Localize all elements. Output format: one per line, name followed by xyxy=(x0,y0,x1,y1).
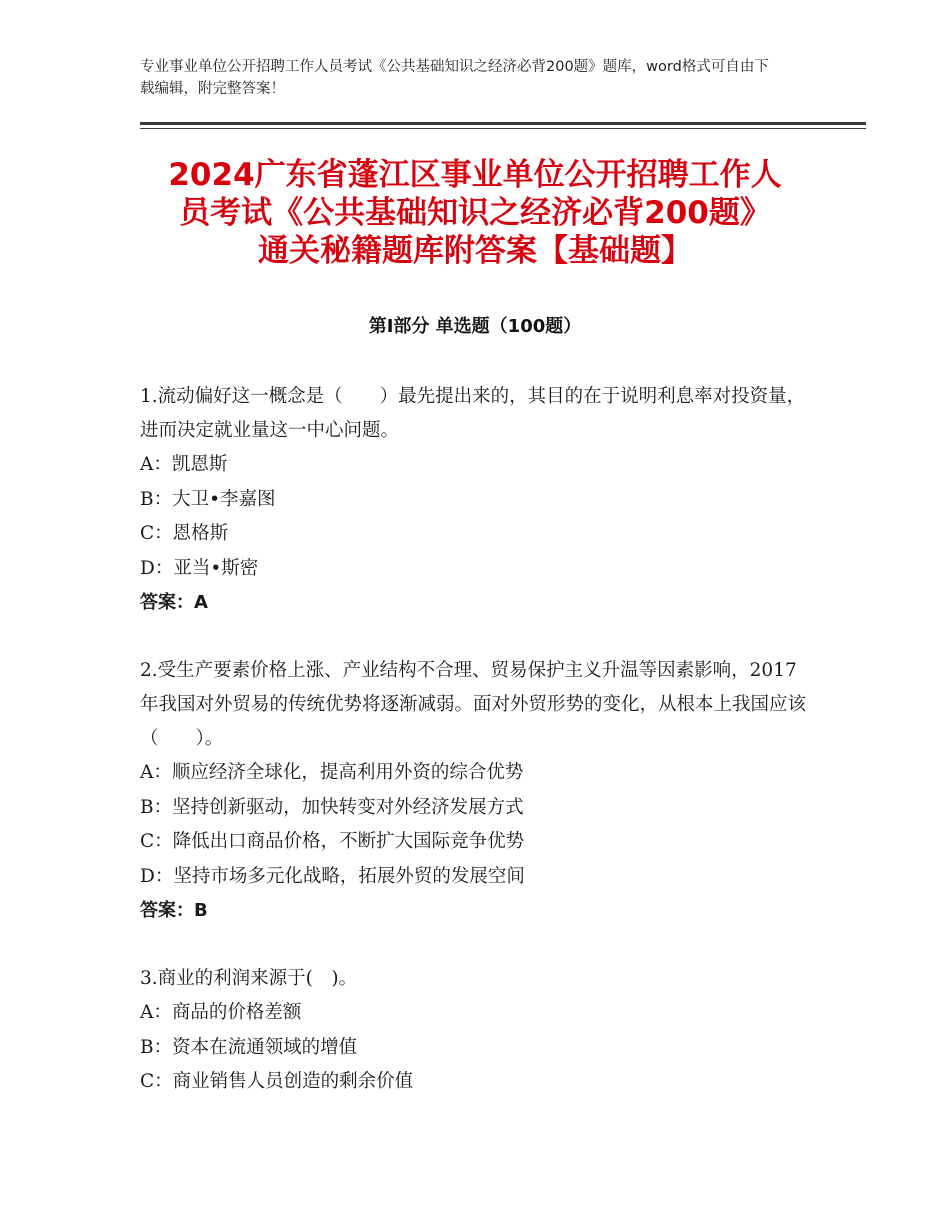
document-title xyxy=(110,156,840,270)
question-1 xyxy=(140,380,810,620)
question-stem: 3.商业的利润来源于( )。 xyxy=(140,968,358,989)
title-line: 2024广东省蓬江区事业单位公开招聘工作人 xyxy=(168,157,782,193)
answer-line: 答案：A xyxy=(140,592,208,613)
option-b: B：资本在流通领域的增值 xyxy=(140,1036,358,1058)
title-line: 通关秘籍题库附答案【基础题】 xyxy=(258,233,692,269)
header-divider-thick xyxy=(140,122,866,125)
option-b: B：大卫•李嘉图 xyxy=(140,488,276,510)
section-title: 第I部分 单选题（100题） xyxy=(368,316,582,337)
option-d: D：亚当•斯密 xyxy=(140,557,259,579)
header-note: 专业事业单位公开招聘工作人员考试《公共基础知识之经济必背200题》题库，word格式可自由下载编辑，附完整答案！ xyxy=(140,59,769,97)
option-a: A：凯恩斯 xyxy=(140,454,228,475)
option-c: C：商业销售人员创造的剩余价值 xyxy=(140,1071,414,1092)
option-b: B：坚持创新驱动，加快转变对外经济发展方式 xyxy=(140,796,524,818)
header-divider-thin xyxy=(140,128,866,129)
option-d: D：坚持市场多元化战略，拓展外贸的发展空间 xyxy=(140,865,525,887)
option-c: C：恩格斯 xyxy=(140,523,229,544)
option-a: A：商品的价格差额 xyxy=(140,1002,302,1023)
option-c: C：降低出口商品价格，不断扩大国际竞争优势 xyxy=(140,831,525,852)
question-stem: 1.流动偏好这一概念是（ ）最先提出来的，其目的在于说明利息率对投资量，进而决定就业量这一中心问题。 xyxy=(140,386,806,441)
answer-line: 答案：B xyxy=(140,900,208,921)
option-a: A：顺应经济全球化，提高利用外资的综合优势 xyxy=(140,762,524,783)
question-list xyxy=(140,380,810,1134)
question-3 xyxy=(140,962,810,1100)
question-2 xyxy=(140,654,810,928)
question-stem: 2.受生产要素价格上涨、产业结构不合理、贸易保护主义升温等因素影响，2017年我国对外贸易的传统优势将逐渐减弱。面对外贸形势的变化，从根本上我国应该（ ）。 xyxy=(140,660,807,749)
title-line: 员考试《公共基础知识之经济必背200题》 xyxy=(179,195,771,231)
